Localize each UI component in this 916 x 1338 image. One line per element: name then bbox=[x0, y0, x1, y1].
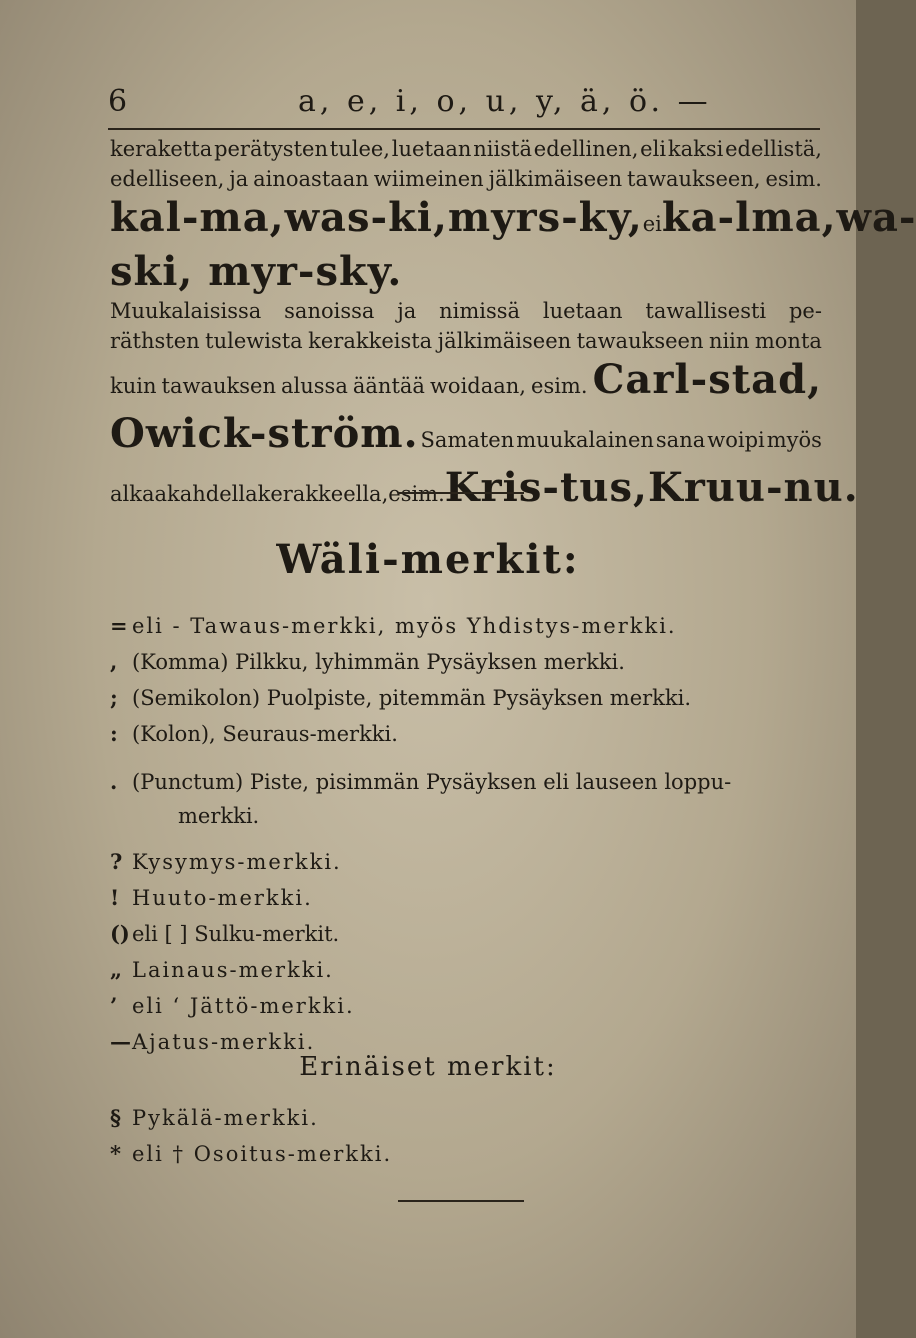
word: tawaukseen, bbox=[627, 167, 761, 191]
word: kerakkeella, bbox=[257, 482, 389, 506]
example-word: was-ki, bbox=[284, 194, 448, 241]
mark-description: Ajatus-merkki. bbox=[132, 1030, 316, 1054]
list-item bbox=[110, 844, 822, 880]
paragraph2-line2 bbox=[110, 326, 822, 356]
word: esim. bbox=[388, 482, 445, 506]
mark-symbol: () bbox=[110, 921, 130, 946]
other-marks-list bbox=[110, 1100, 822, 1172]
word: eli bbox=[640, 137, 667, 161]
mark-description: Pykälä-merkki. bbox=[132, 1106, 319, 1130]
paragraph2-line5 bbox=[110, 464, 859, 518]
word: wiimeinen bbox=[373, 167, 484, 191]
example-word: myrs-ky, bbox=[447, 194, 643, 241]
list-item bbox=[110, 608, 822, 644]
mark-description: Lainaus-merkki. bbox=[132, 958, 334, 982]
page-header bbox=[108, 80, 820, 130]
word: niistä bbox=[473, 137, 532, 161]
word: räthsten bbox=[110, 329, 200, 353]
example-word: Carl-stad, bbox=[592, 356, 822, 403]
mark-description: Huuto-merkki. bbox=[132, 886, 313, 910]
section-title-punctuation: Wäli-merkit: bbox=[276, 536, 580, 583]
example-word: wa- bbox=[836, 194, 916, 241]
spacer bbox=[110, 832, 822, 844]
mark-description: (Semikolon) Puolpiste, pitemmän Pysäyksen merkki. bbox=[132, 686, 692, 710]
page-number: 6 bbox=[108, 84, 128, 119]
word: esim. bbox=[531, 374, 588, 398]
paragraph2-line3 bbox=[110, 356, 822, 410]
example-word: ski, myr-sky. bbox=[110, 248, 403, 295]
mark-symbol: — bbox=[110, 1029, 131, 1054]
word: ja bbox=[229, 167, 249, 191]
mark-symbol: , bbox=[110, 649, 118, 674]
mark-description: (Komma) Pilkku, lyhimmän Pysäyksen merkki. bbox=[132, 650, 625, 674]
example-word: ka-lma, bbox=[661, 194, 837, 241]
example-line2 bbox=[110, 248, 822, 296]
divider bbox=[398, 492, 524, 494]
word: kuin bbox=[110, 374, 157, 398]
spacer bbox=[110, 752, 822, 764]
example-word: Owick-ström. bbox=[110, 410, 419, 457]
mark-description-continuation: merkki. bbox=[178, 804, 260, 828]
paragraph2-line1 bbox=[110, 296, 822, 326]
word: myös bbox=[766, 428, 822, 452]
word: kerakkeista bbox=[308, 329, 433, 353]
mark-description: (Punctum) Piste, pisimmän Pysäyksen eli lauseen loppu- bbox=[132, 770, 732, 794]
mark-symbol: § bbox=[110, 1105, 121, 1130]
word: esim. bbox=[765, 167, 822, 191]
mark-description: eli † Osoitus-merkki. bbox=[132, 1142, 393, 1166]
mark-symbol: ! bbox=[110, 885, 120, 910]
word: luetaan bbox=[542, 299, 623, 323]
mark-symbol: * bbox=[110, 1141, 121, 1166]
word: kaksi bbox=[667, 137, 724, 161]
list-item bbox=[110, 880, 822, 916]
word: monta bbox=[754, 329, 822, 353]
paragraph1-line1 bbox=[110, 134, 822, 164]
body-text bbox=[110, 134, 916, 518]
list-item bbox=[110, 916, 822, 952]
word: woidaan, bbox=[429, 374, 526, 398]
word: perätysten bbox=[214, 137, 328, 161]
section-title-other-marks: Erinäiset merkit: bbox=[299, 1052, 557, 1082]
word: edelliseen, bbox=[110, 167, 225, 191]
word: kahdella bbox=[167, 482, 258, 506]
word: tawauksen bbox=[161, 374, 276, 398]
word: ei bbox=[642, 212, 662, 236]
mark-symbol: = bbox=[110, 613, 128, 638]
mark-description: eli ‘ Jättö-merkki. bbox=[132, 994, 355, 1018]
word: alussa bbox=[281, 374, 348, 398]
mark-description: (Kolon), Seuraus-merkki. bbox=[132, 722, 398, 746]
punctuation-list bbox=[110, 608, 822, 1060]
word: tawallisesti bbox=[645, 299, 767, 323]
mark-symbol: . bbox=[110, 769, 118, 794]
word: pe- bbox=[788, 299, 822, 323]
word: nimissä bbox=[439, 299, 521, 323]
word: jälkimäiseen bbox=[437, 329, 572, 353]
divider bbox=[398, 1200, 524, 1202]
running-head: a, e, i, o, u, y, ä, ö. — bbox=[298, 84, 712, 119]
list-item bbox=[110, 952, 822, 988]
word: ja bbox=[397, 299, 417, 323]
word: edellinen, bbox=[533, 137, 639, 161]
word: sanoissa bbox=[284, 299, 375, 323]
word: edellistä, bbox=[725, 137, 822, 161]
list-item bbox=[110, 716, 822, 752]
example-word: kal-ma, bbox=[110, 194, 285, 241]
mark-description: eli [ ] Sulku-merkit. bbox=[132, 922, 340, 946]
list-item bbox=[110, 644, 822, 680]
word: tawaukseen bbox=[576, 329, 704, 353]
list-item bbox=[110, 680, 822, 716]
word: keraketta bbox=[110, 137, 213, 161]
word: alkaa bbox=[110, 482, 168, 506]
word: ainoastaan bbox=[253, 167, 369, 191]
word: ääntää bbox=[352, 374, 425, 398]
mark-symbol: ’ bbox=[110, 993, 118, 1018]
list-item bbox=[110, 764, 822, 800]
example-line1 bbox=[110, 194, 916, 248]
word: tulee, bbox=[329, 137, 390, 161]
word: luetaan bbox=[391, 137, 472, 161]
mark-description: Kysymys-merkki. bbox=[132, 850, 342, 874]
word: niin bbox=[708, 329, 750, 353]
mark-symbol: „ bbox=[110, 957, 123, 982]
paragraph1-line2 bbox=[110, 164, 822, 194]
word: Samaten bbox=[420, 428, 515, 452]
list-item bbox=[110, 988, 822, 1024]
mark-symbol: : bbox=[110, 721, 118, 746]
word: sana bbox=[655, 428, 706, 452]
list-item bbox=[110, 1100, 822, 1136]
mark-symbol: ? bbox=[110, 849, 123, 874]
mark-description: eli - Tawaus-merkki, myös Yhdistys-merkki. bbox=[132, 614, 677, 638]
mark-symbol: ; bbox=[110, 685, 118, 710]
word: woipi bbox=[707, 428, 765, 452]
word: jälkimäiseen bbox=[488, 167, 623, 191]
word: Muukalaisissa bbox=[110, 299, 262, 323]
word: muukalainen bbox=[516, 428, 654, 452]
list-item bbox=[110, 1136, 822, 1172]
word: tulewista bbox=[205, 329, 303, 353]
example-word: Kris-tus, bbox=[444, 464, 648, 511]
example-word: Kruu-nu. bbox=[647, 464, 859, 511]
paragraph2-line4 bbox=[110, 410, 822, 464]
